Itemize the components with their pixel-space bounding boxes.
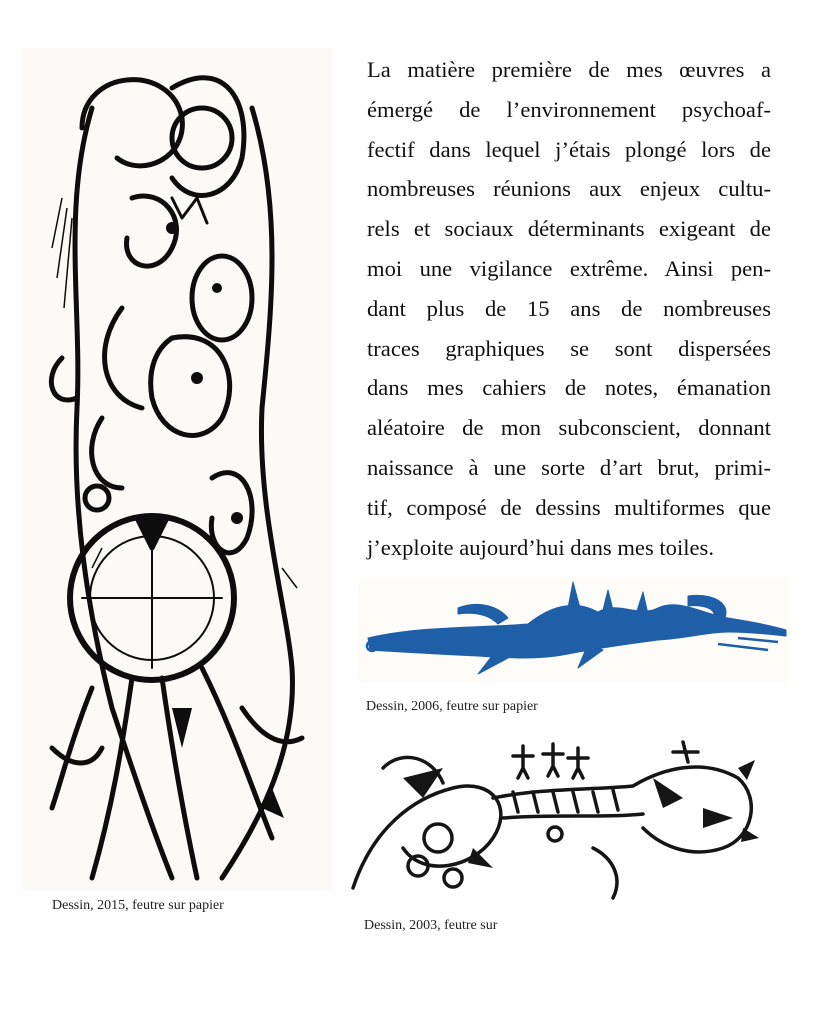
body-line: moi une vigilance extrême. Ainsi pen- — [367, 255, 771, 281]
body-line: traces graphiques se sont dispersées — [367, 335, 771, 361]
body-line: dans mes cahiers de notes, émanation — [367, 375, 771, 401]
body-line: fectif dans lequel j’étais plongé lors de — [367, 136, 771, 162]
caption-drawing-2015: Dessin, 2015, feutre sur papier — [52, 898, 224, 913]
body-line: rels et sociaux déterminants exigeant de — [367, 216, 771, 242]
drawing-2015 — [22, 48, 332, 890]
body-line: nombreuses réunions aux enjeux cultu- — [367, 176, 771, 202]
drawing-2003 — [343, 738, 763, 904]
body-line: dant plus de 15 ans de nombreuses — [367, 295, 771, 321]
body-line: aléatoire de mon subconscient, donnant — [367, 415, 771, 441]
drawing-2003-art — [343, 738, 763, 904]
body-line: tif, composé de dessins multiformes que — [367, 494, 771, 520]
body-line: La matière première de mes œuvres a — [367, 57, 771, 82]
body-line: émergé de l’environnement psychoaf- — [367, 96, 771, 122]
body-paragraph — [367, 50, 771, 567]
drawing-2015-art — [22, 48, 332, 890]
caption-drawing-2006: Dessin, 2006, feutre sur papier — [366, 699, 538, 714]
body-line: j’exploite aujourd’hui dans mes toiles. — [367, 534, 714, 560]
body-line: naissance à une sorte d’art brut, primi- — [367, 454, 771, 480]
drawing-2006-art — [358, 578, 788, 682]
caption-drawing-2003: Dessin, 2003, feutre sur — [364, 918, 498, 933]
drawing-2006 — [358, 578, 788, 682]
